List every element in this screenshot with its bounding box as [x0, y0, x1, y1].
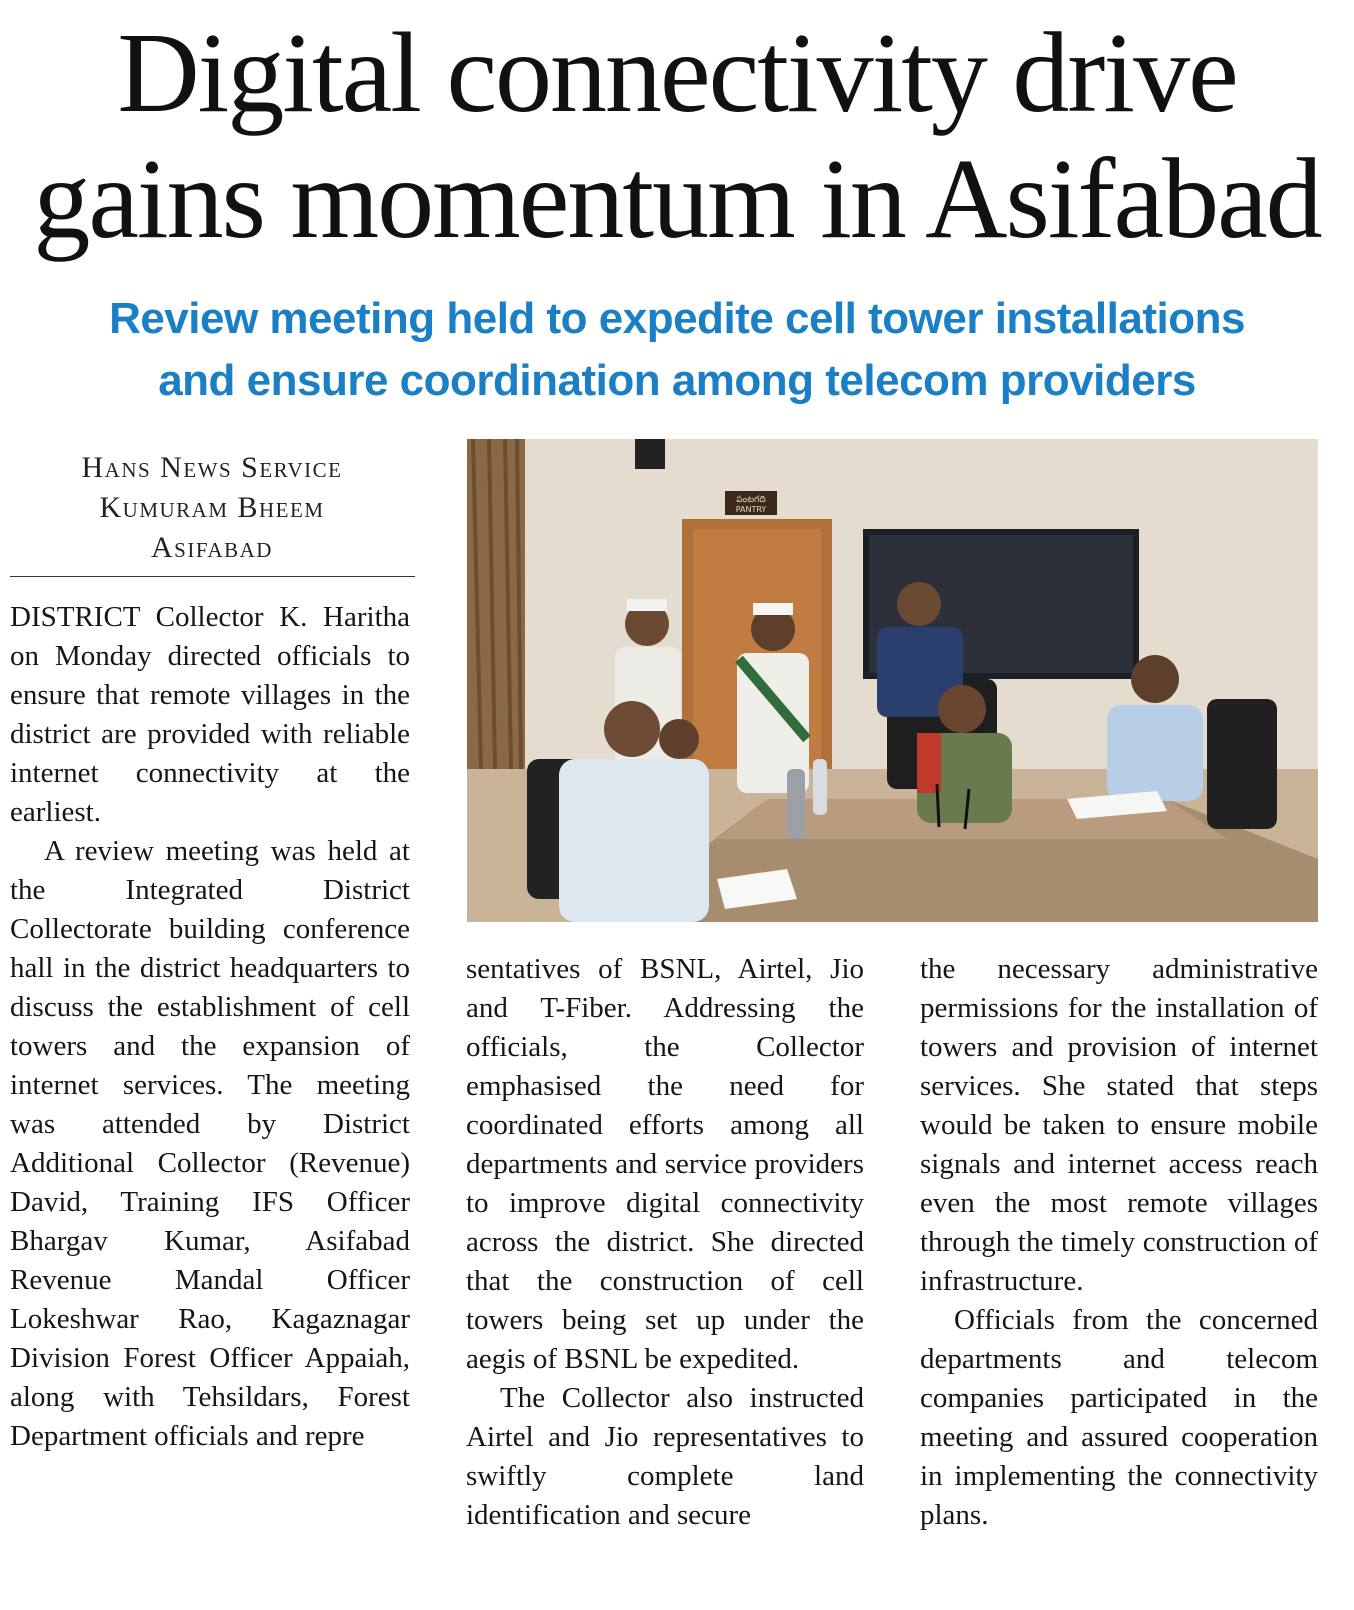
- headline-line-2: gains momentum in Asifabad: [33, 135, 1321, 262]
- subheadline-line-2: and ensure coordination among telecom providers: [158, 356, 1196, 405]
- article-paragraph-3-continued: the necessary administrative permissions for the installation of towers and provision of internet services. She stated that steps would be taken to ensure mobile signals and internet access reach even the most remote villages through the timely construction of infrastructure.: [920, 953, 1318, 1297]
- article-paragraph-2-continued: sentatives of BSNL, Airtel, Jio and T-Fiber. Addressing the officials, the Collector emphasised the need for coordinated efforts among all departments and service providers to improve digital connectivity across the district. She directed that the construction of cell towers being set up under the aegis of BSNL be expedited.: [466, 953, 864, 1375]
- headline: [0, 10, 1354, 262]
- news-photo: [467, 439, 1318, 922]
- byline-divider: [10, 576, 415, 577]
- article-column-2: [466, 950, 864, 1535]
- meeting-photo-illustration: [467, 439, 1318, 922]
- article-column-1: [10, 598, 410, 1456]
- pantry-sign-telugu: పంటగది: [736, 495, 766, 505]
- article-paragraph-1: DISTRICT Collector K. Haritha on Monday directed officials to ensure that remote villages in the district are provided with reliable internet connectivity at the earliest.: [10, 601, 410, 828]
- byline-district: Kumuram Bheem: [99, 491, 325, 524]
- subheadline: [0, 288, 1354, 412]
- article-paragraph-2: A review meeting was held at the Integrated District Collectorate building conference hall in the district headquarters to discuss the establishment of cell towers and the expansion of internet services. The meeting was attended by District Additional Collector (Revenue) David, Training IFS Officer Bhargav Kumar, Asifabad Revenue Mandal Officer Lokeshwar Rao, Kagaznagar Division Forest Officer Appaiah, along with Tehsildars, Forest Department officials and repre: [10, 835, 410, 1452]
- byline: [10, 448, 414, 568]
- article-paragraph-3: The Collector also instructed Airtel and Jio representatives to swiftly complete land identification and secure: [466, 1382, 864, 1531]
- article-paragraph-4: Officials from the concerned departments and telecom companies participated in the meeting and assured cooperation in implementing the connectivity plans.: [920, 1304, 1318, 1531]
- pantry-sign-english: PANTRY: [735, 505, 767, 514]
- article-column-3: [920, 950, 1318, 1535]
- subheadline-line-1: Review meeting held to expedite cell tower installations: [109, 294, 1245, 343]
- byline-town: Asifabad: [151, 531, 273, 564]
- byline-agency: Hans News Service: [81, 451, 343, 484]
- headline-line-1: Digital connectivity drive: [117, 9, 1237, 136]
